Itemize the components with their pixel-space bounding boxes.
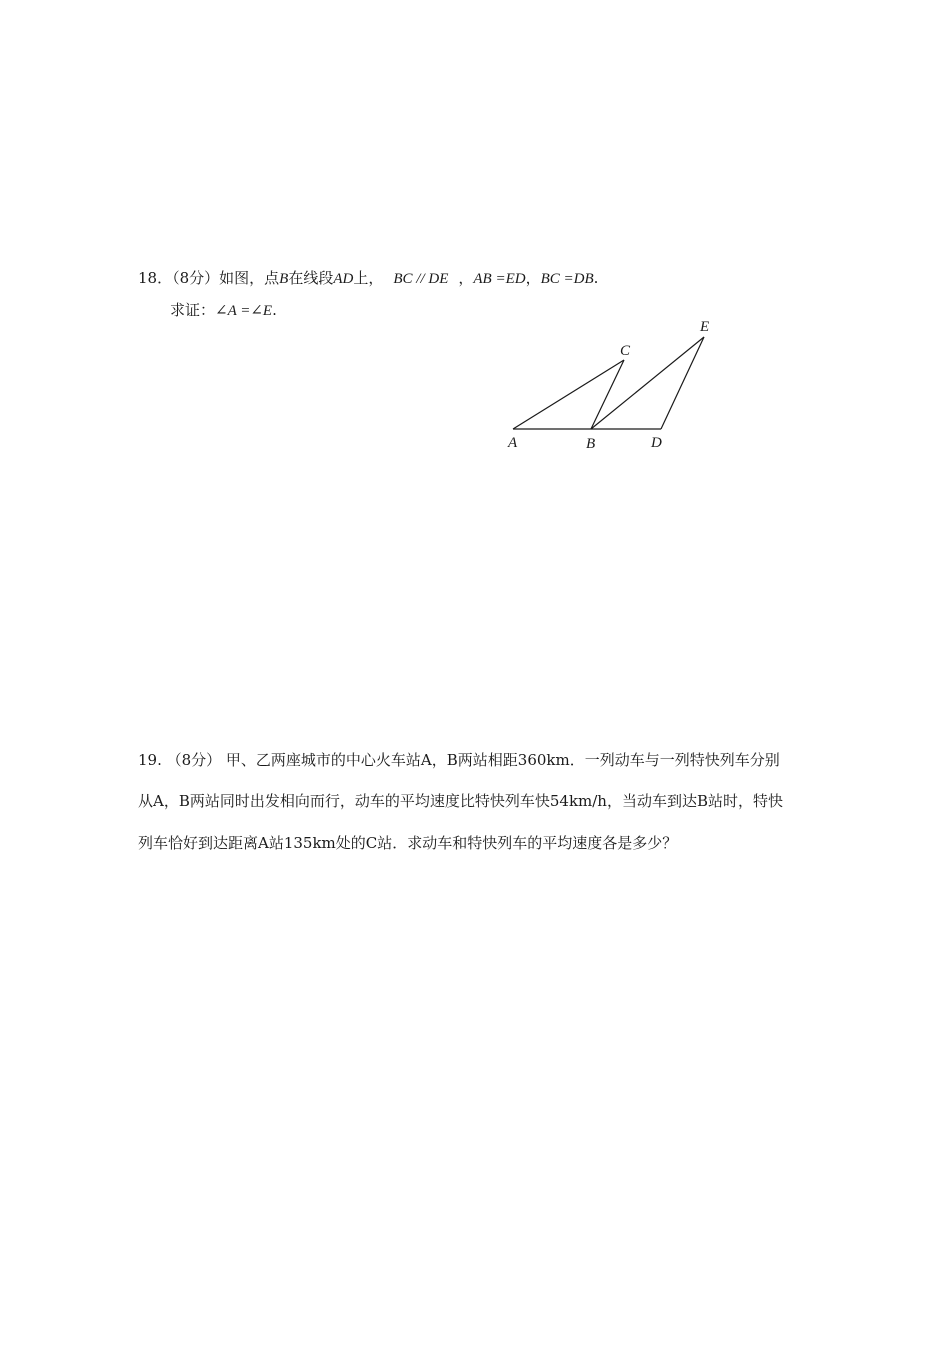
comma: ， (458, 269, 474, 287)
label-d: D (651, 435, 662, 451)
score-label: （8分） (172, 269, 220, 287)
segment-ad: AD (333, 271, 354, 287)
condition-ab-ed: AB =ED (473, 271, 526, 287)
question-number: 18． (138, 269, 173, 287)
period: . (272, 301, 277, 319)
question-19-line-3: 列车恰好到达距离A站135km处的C站．求动车和特快列车的平均速度各是多少？ (138, 834, 678, 852)
condition-bc-db: BC =DB (540, 271, 594, 287)
on-segment-text: 在线段 (288, 269, 334, 287)
prove-label: 求证： (170, 301, 216, 319)
question-19-line-1: 19. （8分） 甲、乙两座城市的中心火车站A，B两站相距360km．一列动车与一列特快列车分别 (138, 751, 780, 769)
comma: ， (525, 269, 541, 287)
question-19-line-2: 从A，B两站同时出发相向而行，动车的平均速度比特快列车快54km/h，当动车到达B站时，特快 (138, 792, 783, 810)
label-a: A (508, 435, 518, 451)
segment-be-line (591, 337, 704, 429)
label-e: E (700, 319, 710, 335)
segment-de-line (661, 337, 704, 429)
question-18-prove (170, 300, 277, 321)
geometry-figure (500, 315, 730, 455)
intro-text: 如图，点 (219, 269, 280, 287)
prove-statement: ∠A =∠E (215, 303, 273, 319)
question-18-statement (138, 268, 598, 289)
label-c: C (620, 343, 631, 359)
point-b: B (279, 271, 289, 287)
condition-parallel: BC // DE (393, 271, 449, 287)
period: . (593, 269, 599, 287)
above-text: 上， (353, 269, 384, 287)
label-b: B (586, 436, 596, 452)
